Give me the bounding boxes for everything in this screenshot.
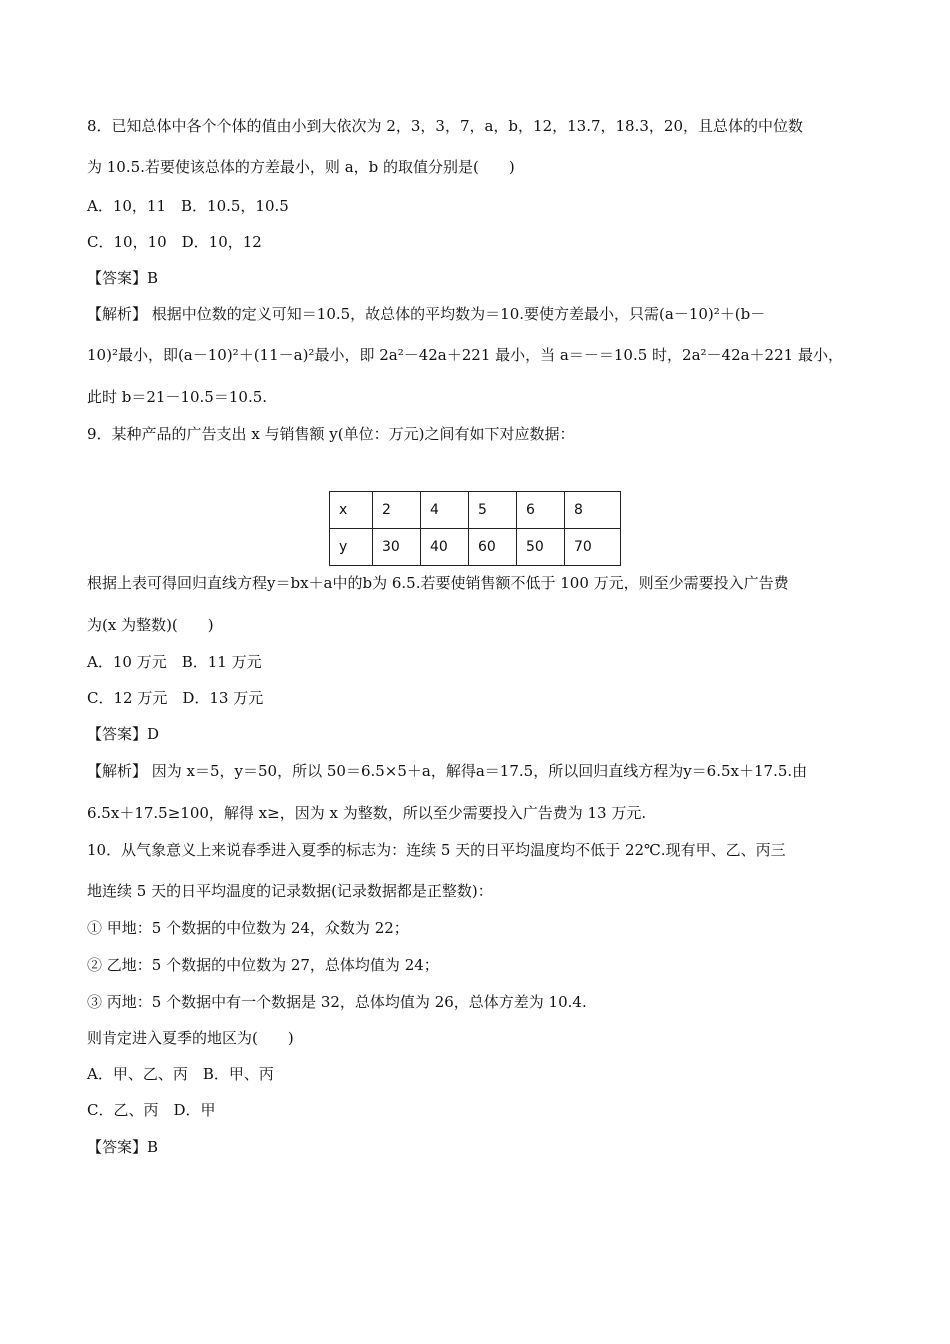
q9-data-table xyxy=(329,491,621,566)
q9-options-line-1: A．10 万元 B．11 万元 xyxy=(87,653,262,671)
table-cell: 50 xyxy=(517,529,565,566)
table-cell: 40 xyxy=(421,529,469,566)
table-row-x xyxy=(330,492,621,529)
q10-options-line-1: A．甲、乙、丙 B．甲、丙 xyxy=(87,1065,274,1083)
table-cell: 60 xyxy=(469,529,517,566)
q10-answer: 【答案】B xyxy=(87,1138,159,1156)
q8-stem-line-2: 为 10.5.若要使该总体的方差最小，则 a，b 的取值分别是( ) xyxy=(87,158,515,176)
table-cell: 30 xyxy=(373,529,421,566)
q10-stem-line-1: 10．从气象意义上来说春季进入夏季的标志为：连续 5 天的日平均温度均不低于 22℃.现有甲、乙、丙三 xyxy=(87,841,786,859)
q8-options-line-2: C．10，10 D．10，12 xyxy=(87,233,262,251)
q8-analysis-line-2: 10)²最小，即(a－10)²＋(11－a)²最小，即 2a²－42a＋221 最小，当 a＝－＝10.5 时，2a²－42a＋221 最小， xyxy=(87,346,843,364)
table-cell: 6 xyxy=(517,492,565,529)
q10-options-line-2: C．乙、丙 D．甲 xyxy=(87,1101,216,1119)
q9-after-table-line-2: 为(x 为整数)( ) xyxy=(87,616,214,634)
q10-item-3: ③ 丙地：5 个数据中有一个数据是 32，总体均值为 26，总体方差为 10.4. xyxy=(87,993,587,1011)
q9-stem: 9．某种产品的广告支出 x 与销售额 y(单位：万元)之间有如下对应数据： xyxy=(87,425,575,443)
q10-item-2: ② 乙地：5 个数据的中位数为 27，总体均值为 24； xyxy=(87,956,439,974)
q9-analysis-line-1: 【解析】 因为 x＝5，y＝50，所以 50＝6.5×5＋a，解得a＝17.5，所以回归直线方程为y＝6.5x＋17.5.由 xyxy=(87,762,808,780)
table-cell: 5 xyxy=(469,492,517,529)
table-cell: 8 xyxy=(565,492,621,529)
q8-stem-line-1: 8．已知总体中各个个体的值由小到大依次为 2，3，3，7，a，b，12，13.7，18.3，20，且总体的中位数 xyxy=(87,117,804,135)
q9-analysis-line-2: 6.5x＋17.5≥100，解得 x≥，因为 x 为整数，所以至少需要投入广告费为 13 万元. xyxy=(87,804,647,822)
table-cell: x xyxy=(330,492,373,529)
table-cell: 70 xyxy=(565,529,621,566)
q8-analysis-line-3: 此时 b＝21－10.5＝10.5. xyxy=(87,388,268,406)
q10-stem-line-2: 地连续 5 天的日平均温度的记录数据(记录数据都是正整数)： xyxy=(87,882,493,900)
table-row-y xyxy=(330,529,621,566)
q8-options-line-1: A．10，11 B．10.5，10.5 xyxy=(87,197,289,215)
q9-options-line-2: C．12 万元 D．13 万元 xyxy=(87,689,264,707)
q8-analysis-line-1: 【解析】 根据中位数的定义可知＝10.5，故总体的平均数为＝10.要使方差最小，只需(a－10)²＋(b－ xyxy=(87,305,766,323)
q9-answer: 【答案】D xyxy=(87,725,160,743)
q10-question: 则肯定进入夏季的地区为( ) xyxy=(87,1029,294,1047)
table-cell: 4 xyxy=(421,492,469,529)
table-cell: 2 xyxy=(373,492,421,529)
q8-answer: 【答案】B xyxy=(87,269,159,287)
q10-item-1: ① 甲地：5 个数据的中位数为 24，众数为 22； xyxy=(87,919,409,937)
table-cell: y xyxy=(330,529,373,566)
q9-after-table-line-1: 根据上表可得回归直线方程y＝bx＋a中的b为 6.5.若要使销售额不低于 100 万元，则至少需要投入广告费 xyxy=(87,574,789,592)
